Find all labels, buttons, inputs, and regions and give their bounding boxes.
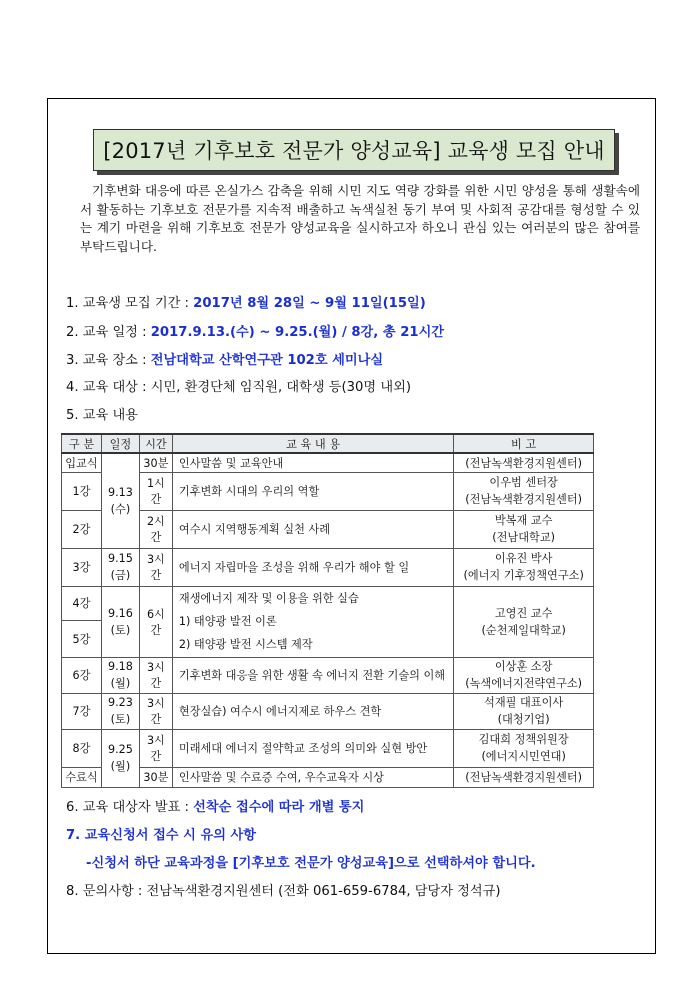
table-row — [62, 657, 594, 693]
row-content: 기후변화 대응을 위한 생활 속 에너지 전환 기술의 이해 — [172, 657, 453, 693]
item-location-value: 전남대학교 산학연구관 102호 세미나실 — [150, 353, 384, 368]
row-note: (전남녹색환경지원센터) — [454, 453, 594, 472]
table-row — [62, 729, 594, 767]
row-note: 고영진 교수 (순천제일대학교) — [454, 586, 594, 657]
row-time: 30분 — [139, 453, 172, 472]
row-division: 입교식 — [62, 453, 102, 472]
row-note: 석재필 대표이사 (대청기업) — [454, 693, 594, 729]
header-content: 교 육 내 용 — [172, 434, 453, 453]
row-division: 5강 — [62, 620, 102, 657]
page-title: [2017년 기후보호 전문가 양성교육] 교육생 모집 안내 — [93, 129, 615, 171]
row-content: 인사말씀 및 수료증 수여, 우수교육자 시상 — [172, 767, 453, 787]
row-content: 재생에너지 제작 및 이용을 위한 실습 1) 태양광 발전 이론 2) 태양광 발전 시스템 제작 — [172, 586, 453, 657]
header-note: 비 고 — [454, 434, 594, 453]
row-date: 9.13 (수) — [101, 453, 139, 548]
item-recruit-period-value: 2017년 8월 28일 ~ 9월 11일(15일) — [193, 296, 426, 311]
row-time: 2시간 — [139, 510, 172, 548]
item-content-heading: 5. 교육 내용 — [66, 408, 138, 423]
item-target: 4. 교육 대상 : 시민, 환경단체 임직원, 대학생 등(30명 내외) — [66, 380, 411, 395]
row-content: 여수시 지역행동계획 실천 사례 — [172, 510, 453, 548]
row-division: 1강 — [62, 472, 102, 510]
row-content: 기후변화 시대의 우리의 역할 — [172, 472, 453, 510]
row-content: 인사말씀 및 교육안내 — [172, 453, 453, 472]
item-announcement-label: 6. 교육 대상자 발표 : — [66, 800, 194, 815]
row-time: 6시간 — [139, 586, 172, 657]
header-division: 구 분 — [62, 434, 102, 453]
item-application-notes: 7. 교육신청서 접수 시 유의 사항 — [66, 828, 257, 843]
item-application-notes-detail: -신청서 하단 교육과정을 [기후보호 전문가 양성교육]으로 선택하셔야 합니다. — [86, 856, 536, 871]
row-time: 1시간 — [139, 472, 172, 510]
row-division: 4강 — [62, 586, 102, 620]
table-row — [62, 510, 594, 548]
item-announcement-value: 선착순 접수에 따라 개별 통지 — [193, 800, 365, 815]
row-note: 박복재 교수 (전남대학교) — [454, 510, 594, 548]
row-division: 수료식 — [62, 767, 102, 787]
item-recruit-period-label: 1. 교육생 모집 기간 : — [66, 296, 194, 311]
item-schedule-label: 2. 교육 일정 : — [66, 325, 151, 340]
row-date: 9.18 (월) — [101, 657, 139, 693]
table-row — [62, 472, 594, 510]
row-time: 3시간 — [139, 657, 172, 693]
row-note: 김대희 정책위원장 (에너지시민연대) — [454, 729, 594, 767]
row-division: 7강 — [62, 693, 102, 729]
item-recruit-period — [66, 292, 426, 311]
row-date: 9.23 (토) — [101, 693, 139, 729]
header-date: 일정 — [101, 434, 139, 453]
row-note: 이상훈 소장 (녹색에너지전략연구소) — [454, 657, 594, 693]
row-division: 2강 — [62, 510, 102, 548]
table-row — [62, 767, 594, 787]
row-content: 현장실습) 여수시 에너지제로 하우스 견학 — [172, 693, 453, 729]
table-header-row — [62, 434, 594, 453]
schedule-table — [61, 433, 594, 788]
row-content: 미래세대 에너지 절약학교 조성의 의미와 실현 방안 — [172, 729, 453, 767]
row-time: 3시간 — [139, 548, 172, 586]
row-date: 9.16 (토) — [101, 586, 139, 657]
item-schedule-value: 2017.9.13.(수) ~ 9.25.(월) / 8강, 총 21시간 — [150, 325, 445, 340]
row-time: 3시간 — [139, 729, 172, 767]
intro-text: 기후변화 대응에 따른 온실가스 감축을 위해 시민 지도 역량 강화를 위한 시민 양성을 통해 생활속에서 활동하는 기후보호 전문가를 지속적 배출하고 녹색실천 동기 부여 및 사회적 공감대를 형성할 수 있는 계기 마련을 위해 기후보호 전문가 양성교육을 실시하고자 하오니 관심 있는 여러분의 많은 참여를 부탁드립니다. — [80, 183, 640, 254]
item-schedule — [66, 321, 444, 340]
row-content: 에너지 자립마을 조성을 위해 우리가 해야 할 일 — [172, 548, 453, 586]
row-note: 이우범 센터장 (전남녹색환경지원센터) — [454, 472, 594, 510]
row-division: 6강 — [62, 657, 102, 693]
row-division: 8강 — [62, 729, 102, 767]
row-note: 이유진 박사 (에너지 기후정책연구소) — [454, 548, 594, 586]
row-note: (전남녹색환경지원센터) — [454, 767, 594, 787]
table-row — [62, 548, 594, 586]
item-location-label: 3. 교육 장소 : — [66, 353, 151, 368]
row-date: 9.15 (금) — [101, 548, 139, 586]
row-time: 30분 — [139, 767, 172, 787]
item-contact: 8. 문의사항 : 전남녹색환경지원센터 (전화 061-659-6784, 담당자 정석규) — [66, 884, 501, 899]
item-location — [66, 349, 383, 368]
table-row — [62, 693, 594, 729]
row-date: 9.25 (월) — [101, 729, 139, 787]
table-row — [62, 586, 594, 620]
row-division: 3강 — [62, 548, 102, 586]
header-time: 시간 — [139, 434, 172, 453]
table-row — [62, 453, 594, 472]
item-announcement — [66, 796, 364, 815]
row-time: 3시간 — [139, 693, 172, 729]
intro-paragraph — [80, 182, 640, 256]
